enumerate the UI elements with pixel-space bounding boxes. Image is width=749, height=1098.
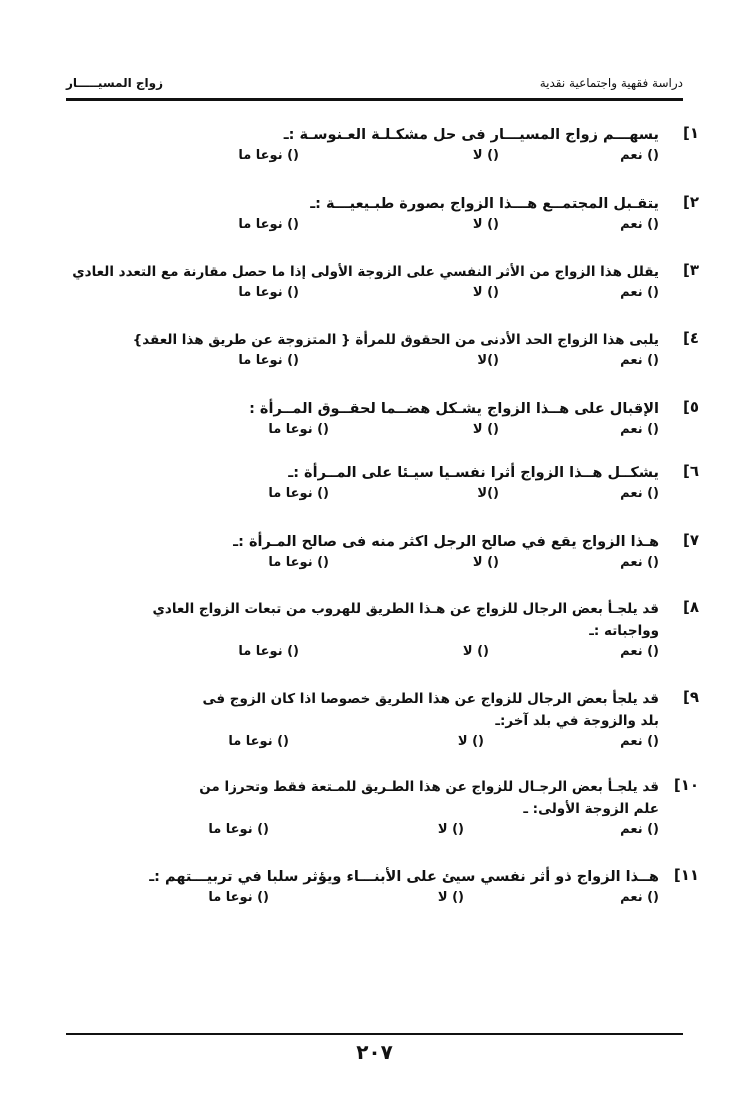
question-1: [238, 124, 699, 172]
question-text: يتقـبل المجتمــع هـــذا الزواج بصورة طبـيعيـــة :ـ: [310, 196, 659, 212]
question-number: ١١]: [673, 866, 699, 884]
question-10: [179, 776, 699, 846]
option-yes[interactable]: () نعم: [620, 555, 659, 570]
question-number: ٤]: [682, 329, 699, 347]
option-somewhat[interactable]: () نوعا ما: [238, 644, 299, 659]
answer-options: [238, 217, 659, 241]
question-text: هـذا الزواج يقع في صالح الرجل اكثر منه فى صالح المـرأة :ـ: [233, 534, 659, 550]
question-text: يقلل هذا الزواج من الأثر النفسي على الزوجة الأولى إذا ما حصل مقارنة مع التعدد العادي: [72, 264, 659, 280]
question-number: ٣]: [682, 261, 699, 279]
question-8: [139, 598, 699, 668]
answer-options: [72, 285, 659, 309]
answer-options: [268, 486, 659, 510]
option-no[interactable]: () لا: [457, 734, 484, 749]
question-number: ١٠]: [673, 776, 699, 794]
header-book-title: زواج المسيـــــار: [66, 76, 164, 90]
option-no[interactable]: () لا: [472, 555, 499, 570]
answer-options: [233, 555, 659, 579]
answer-options: [238, 148, 659, 172]
answer-options: [139, 644, 659, 668]
option-somewhat[interactable]: () نوعا ما: [238, 217, 299, 232]
option-yes[interactable]: () نعم: [620, 422, 659, 437]
answer-options: [199, 734, 659, 758]
question-6: [268, 462, 699, 510]
header-book-subtitle: دراسة فقهية واجتماعية نقدية: [539, 76, 683, 90]
question-text: هــذا الزواج ذو أثر نفسي سيئ على الأبنـــاء ويؤثر سلبا في تربيـــتهم :ـ: [149, 869, 659, 885]
question-text: قد يلجأ بعض الرجال للزواج عن هذا الطريق خصوصا اذا كان الزوج فى بلد والزوجة في بلد آخر:ـ: [202, 691, 659, 729]
option-no[interactable]: () لا: [437, 890, 464, 905]
option-yes[interactable]: () نعم: [620, 353, 659, 368]
option-somewhat[interactable]: () نوعا ما: [208, 822, 269, 837]
answer-options: [179, 822, 659, 846]
option-no[interactable]: () لا: [472, 285, 499, 300]
question-text: الإقبال على هــذا الزواج يشـكل هضــما لحقــوق المــرأة :: [249, 401, 659, 417]
option-somewhat[interactable]: () نوعا ما: [228, 734, 289, 749]
option-no[interactable]: () لا: [472, 148, 499, 163]
question-text: قد يلجـأ بعض الرجال للزواج عن هـذا الطريق للهروب من تبعات الزواج العادي وواجباته :ـ: [152, 601, 659, 639]
question-5: [249, 398, 699, 446]
answer-options: [149, 890, 659, 914]
question-4: [132, 329, 699, 377]
answer-options: [133, 353, 659, 377]
option-somewhat[interactable]: () نوعا ما: [238, 353, 299, 368]
option-yes[interactable]: () نعم: [620, 217, 659, 232]
option-somewhat[interactable]: () نوعا ما: [268, 486, 329, 501]
option-yes[interactable]: () نعم: [620, 890, 659, 905]
option-no[interactable]: () لا: [462, 644, 489, 659]
question-text: يلبى هذا الزواج الحد الأدنى من الحقوق للمرأة { المتزوجة عن طريق هذا العقد}: [132, 332, 659, 348]
option-yes[interactable]: () نعم: [620, 734, 659, 749]
option-no[interactable]: ()لا: [477, 486, 499, 501]
option-yes[interactable]: () نعم: [620, 822, 659, 837]
page-number: ٢٠٧: [356, 1040, 393, 1064]
option-somewhat[interactable]: () نوعا ما: [268, 555, 329, 570]
option-yes[interactable]: () نعم: [620, 285, 659, 300]
footer-rule: [66, 1033, 683, 1035]
question-9: [199, 688, 699, 758]
question-text: يسهـــم زواج المسيـــار فى حل مشكـلـة العـنوسـة :ـ: [283, 127, 659, 143]
question-number: ٥]: [682, 398, 699, 416]
page-header: [66, 70, 683, 98]
option-somewhat[interactable]: () نوعا ما: [238, 148, 299, 163]
question-number: ١]: [682, 124, 699, 142]
option-no[interactable]: ()لا: [477, 353, 499, 368]
question-text: قد يلجـأ بعض الرجـال للزواج عن هذا الطـريق للمـتعة فقط وتحرزا من علم الزوجة الأولى: ـ: [199, 779, 659, 817]
option-no[interactable]: () لا: [437, 822, 464, 837]
option-yes[interactable]: () نعم: [620, 644, 659, 659]
header-rule: [66, 98, 683, 101]
question-text: يشكــل هــذا الزواج أثرا نفسـيا سيـئا على المــرأة :ـ: [288, 465, 659, 481]
option-somewhat[interactable]: () نوعا ما: [208, 890, 269, 905]
answer-options: [249, 422, 659, 446]
question-number: ٧]: [682, 531, 699, 549]
question-number: ٢]: [682, 193, 699, 211]
option-yes[interactable]: () نعم: [620, 148, 659, 163]
question-3: [72, 261, 699, 309]
question-number: ٦]: [682, 462, 699, 480]
question-2: [238, 193, 699, 241]
question-number: ٨]: [682, 598, 699, 616]
question-11: [149, 866, 699, 914]
option-somewhat[interactable]: () نوعا ما: [238, 285, 299, 300]
option-yes[interactable]: () نعم: [620, 486, 659, 501]
question-7: [233, 531, 699, 579]
option-no[interactable]: () لا: [472, 217, 499, 232]
option-no[interactable]: () لا: [472, 422, 499, 437]
question-number: ٩]: [682, 688, 699, 706]
option-somewhat[interactable]: () نوعا ما: [268, 422, 329, 437]
